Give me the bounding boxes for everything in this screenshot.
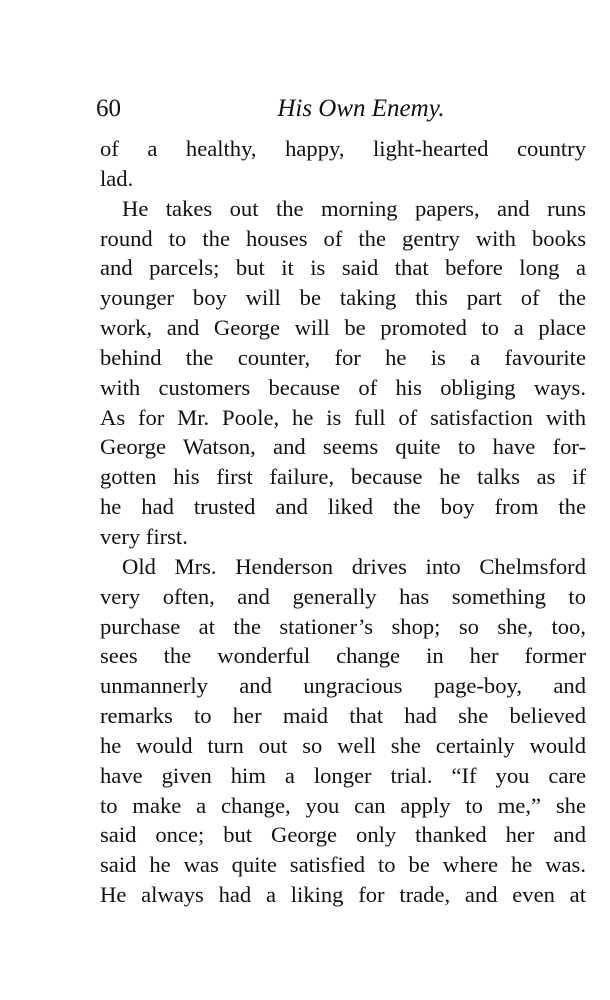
text-line: unmannerly and ungracious page-boy, and <box>100 673 586 699</box>
text-line: have given him a longer trial. “If you care <box>100 762 586 788</box>
text-line: George Watson, and seems quite to have for- <box>100 434 586 460</box>
text-line: to make a change, you can apply to me,” she <box>100 792 586 818</box>
text-line: younger boy will be taking this part of the <box>100 285 586 311</box>
text-line: remarks to her maid that had she believed <box>100 703 586 729</box>
page-header <box>96 92 586 126</box>
text-line: very often, and generally has something to <box>100 583 586 609</box>
text-line: said he was quite satisfied to be where he was. <box>100 852 586 878</box>
paragraph-3 <box>100 552 586 910</box>
text-line: He takes out the morning papers, and runs <box>122 195 586 221</box>
text-line: said once; but George only thanked her and <box>100 822 586 848</box>
text-line: very first. <box>100 523 188 549</box>
text-line: behind the counter, for he is a favourite <box>100 344 586 370</box>
running-title: His Own Enemy. <box>277 95 445 122</box>
text-line: with customers because of his obliging ways. <box>100 374 586 400</box>
text-line: he would turn out so well she certainly would <box>100 732 586 758</box>
text-line: and parcels; but it is said that before long a <box>100 255 586 281</box>
body-text <box>100 134 586 910</box>
text-line: purchase at the stationer’s shop; so she, too, <box>100 613 586 639</box>
text-line: of a healthy, happy, light-hearted country <box>100 136 586 161</box>
text-line: he had trusted and liked the boy from the <box>100 494 586 520</box>
text-line: round to the houses of the gentry with books <box>100 225 586 251</box>
text-line: As for Mr. Poole, he is full of satisfaction with <box>100 404 586 430</box>
page-number: 60 <box>96 95 121 122</box>
text-line: work, and George will be promoted to a place <box>100 315 586 341</box>
text-line: gotten his first failure, because he talks as if <box>100 464 586 490</box>
text-line: Old Mrs. Henderson drives into Chelmsford <box>122 553 586 579</box>
text-line: lad. <box>100 165 134 191</box>
text-line: sees the wonderful change in her former <box>100 643 586 669</box>
paragraph-1 <box>100 134 586 194</box>
paragraph-2 <box>100 194 586 552</box>
text-line: He always had a liking for trade, and even at <box>100 882 586 908</box>
